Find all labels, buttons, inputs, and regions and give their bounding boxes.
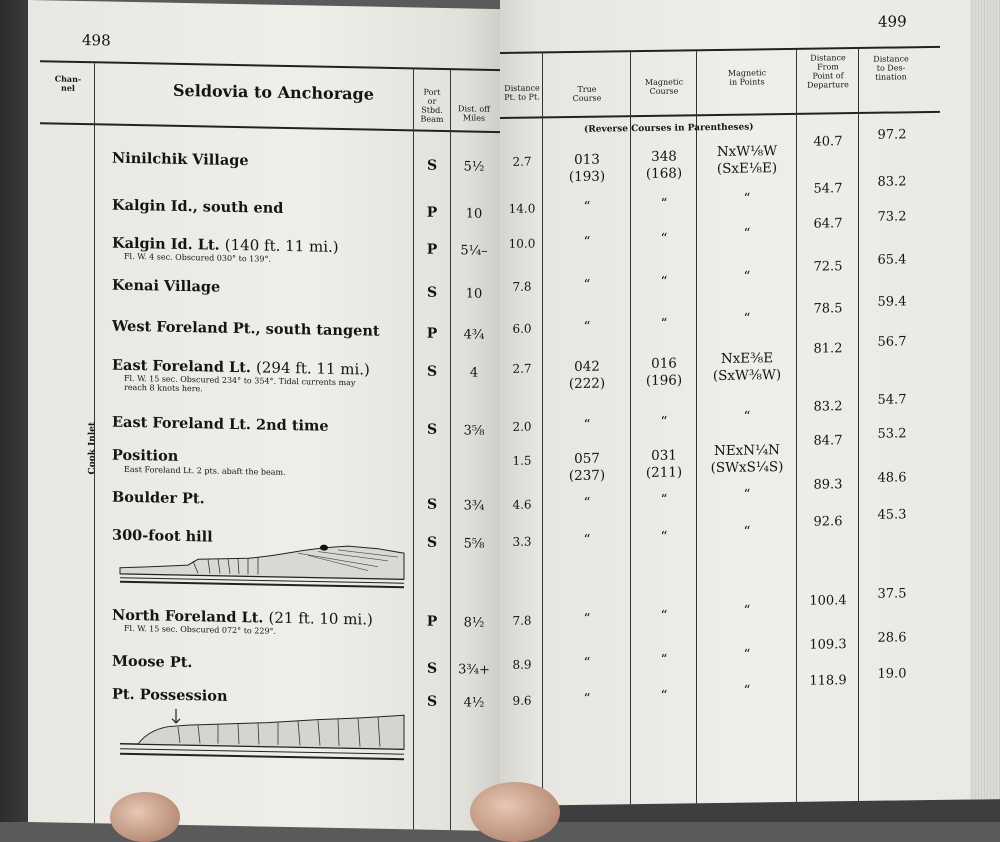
- distance-pt-header: Distance Pt. to Pt.: [504, 83, 540, 102]
- magnetic-course-reverse: (196): [645, 372, 683, 389]
- place-name-text: North Foreland Lt.: [112, 606, 264, 627]
- true-course: “: [583, 318, 591, 335]
- true-course: “: [583, 233, 591, 250]
- distance-from-departure: 83.2: [813, 399, 843, 415]
- page-number-right: 499: [878, 12, 907, 31]
- distance-from-departure: 54.7: [813, 181, 843, 197]
- place-name: [112, 447, 178, 465]
- light-note: Fl. W. 15 sec. Obscured 072° to 229°.: [124, 623, 277, 636]
- distance-from-departure: 84.7: [813, 433, 843, 449]
- dist-off-value: 5½: [463, 159, 485, 175]
- port-stbd-value: S: [426, 363, 438, 380]
- magnetic-course: “: [660, 687, 668, 704]
- true-course: “: [583, 610, 591, 627]
- place-name-text: East Foreland Lt.: [112, 356, 251, 377]
- distance-pt-to-pt: 3.3: [512, 534, 532, 549]
- magnetic-points: “: [743, 486, 751, 503]
- magnetic-course: “: [660, 413, 668, 430]
- port-stbd-value: S: [426, 421, 438, 438]
- light-note: Fl. W. 4 sec. Obscured 030° to 139°.: [124, 251, 271, 264]
- port-stbd-value: S: [426, 693, 438, 710]
- dist-off-value: 3⅝: [463, 423, 485, 439]
- magnetic-course: “: [660, 491, 668, 508]
- magnetic-course: “: [660, 651, 668, 668]
- distance-to-destination: 73.2: [877, 209, 907, 225]
- magnetic-course: 348: [651, 148, 677, 165]
- distance-from-departure: 92.6: [813, 514, 843, 530]
- dist-off-column-divider: [450, 70, 451, 830]
- true-course-reverse: (193): [568, 168, 606, 186]
- magnetic-course: “: [660, 230, 668, 247]
- distance-to-destination: 59.4: [877, 294, 907, 310]
- port-stbd-header: Port or Stbd. Beam: [420, 87, 444, 124]
- magnetic-points: “: [743, 268, 751, 285]
- 300-foot-hill-sketch: [118, 538, 408, 592]
- port-stbd-value: P: [426, 204, 438, 221]
- place-name-text: Pt. Possession: [112, 685, 228, 705]
- magnetic-points: “: [743, 310, 751, 327]
- right-page: [500, 0, 1000, 806]
- distance-to-destination: 28.6: [877, 630, 907, 646]
- dist-off-value: 3¾: [463, 498, 485, 514]
- magnetic-points: “: [743, 646, 751, 663]
- distance-pt-to-pt: 4.6: [512, 497, 532, 512]
- magnetic-points-header: Magnetic in Points: [727, 68, 767, 87]
- magnetic-course: 031: [651, 447, 677, 464]
- magnetic-course: “: [660, 607, 668, 624]
- distance-to-destination: 83.2: [877, 174, 907, 190]
- distance-to-destination: 56.7: [877, 334, 907, 350]
- true-course-column-divider: [630, 52, 631, 806]
- distance-from-departure: 109.3: [809, 637, 847, 653]
- distance-to-destination: 45.3: [877, 507, 907, 523]
- light-note: East Foreland Lt. 2 pts. abaft the beam.: [124, 464, 286, 477]
- magnetic-course: “: [660, 195, 668, 212]
- place-name-text: West Foreland Pt., south tangent: [112, 317, 380, 340]
- magnetic-points: NExN¼N: [714, 442, 780, 460]
- header-top-rule: [40, 60, 500, 71]
- pt-possession-sketch: [118, 702, 408, 764]
- magnetic-course: “: [660, 315, 668, 332]
- place-name: [112, 197, 283, 217]
- dist-off-value: 4½: [463, 695, 485, 711]
- place-name: [112, 277, 220, 296]
- page-number-left: 498: [82, 31, 111, 50]
- light-characteristics: (21 ft. 10 mi.): [268, 608, 373, 629]
- magnetic-course-reverse: (168): [645, 165, 683, 182]
- channel-label: Cook Inlet: [87, 421, 98, 475]
- dist-off-header: Dist. off Miles: [458, 104, 490, 123]
- place-name: [112, 150, 249, 170]
- place-name: [112, 653, 192, 672]
- distance-from-header: Distance From Point of Departure: [807, 53, 849, 90]
- place-name-text: Position: [112, 446, 179, 465]
- distance-to-destination: 54.7: [877, 392, 907, 408]
- dist-pt-column-divider: [542, 53, 543, 806]
- header-top-rule-right: [500, 46, 940, 54]
- distance-pt-to-pt: 14.0: [508, 201, 536, 216]
- distance-to-destination: 53.2: [877, 426, 907, 442]
- magnetic-points-reverse: (SWxS¼S): [710, 459, 784, 477]
- distance-pt-to-pt: 2.7: [512, 154, 532, 169]
- dist-off-value: 5¼–: [460, 243, 488, 259]
- magnetic-points-column-divider: [796, 50, 797, 806]
- page-fore-edge: [970, 0, 1000, 799]
- distance-pt-to-pt: 8.9: [512, 657, 532, 672]
- magnetic-points-reverse: (SxW⅜W): [712, 367, 782, 385]
- magnetic-points: NxE⅜E: [720, 350, 774, 367]
- true-course: “: [583, 198, 591, 215]
- place-name-text: Kalgin Id., south end: [112, 196, 284, 217]
- port-stbd-value: S: [426, 284, 438, 301]
- true-course: “: [583, 654, 591, 671]
- true-course: “: [583, 494, 591, 511]
- place-name-text: Moose Pt.: [112, 652, 193, 672]
- distance-from-departure: 100.4: [809, 593, 847, 609]
- place-name: [112, 318, 380, 340]
- light-characteristics: (140 ft. 11 mi.): [224, 235, 339, 256]
- true-course-reverse: (237): [568, 467, 606, 485]
- dist-off-value: 10: [465, 206, 483, 222]
- header-bottom-rule-right: [500, 111, 940, 119]
- magnetic-course: “: [660, 528, 668, 545]
- dist-off-value: 10: [465, 286, 483, 302]
- place-name: [112, 414, 329, 435]
- reverse-courses-note: (Reverse Courses in Parentheses): [584, 122, 754, 135]
- distance-pt-to-pt: 2.7: [512, 361, 532, 376]
- distance-pt-to-pt: 7.8: [512, 613, 532, 628]
- magnetic-course: “: [660, 273, 668, 290]
- place-name-text: Boulder Pt.: [112, 488, 205, 508]
- port-stbd-value: S: [426, 660, 438, 677]
- true-course: “: [583, 416, 591, 433]
- magnetic-course-reverse: (211): [645, 464, 683, 481]
- dist-off-value: 8½: [463, 615, 485, 631]
- distance-pt-to-pt: 6.0: [512, 321, 532, 336]
- dist-off-value: 5⅝: [463, 536, 485, 552]
- port-stbd-value: S: [426, 496, 438, 513]
- left-page: [28, 0, 500, 831]
- distance-from-departure: 64.7: [813, 216, 843, 232]
- thumb-right: [470, 782, 560, 842]
- magnetic-course-header: Magnetic Course: [644, 77, 684, 96]
- place-name-text: East Foreland Lt. 2nd time: [112, 413, 329, 435]
- magnetic-points: “: [743, 682, 751, 699]
- port-stbd-value: P: [426, 241, 438, 258]
- distance-from-departure: 78.5: [813, 301, 843, 317]
- true-course: “: [583, 690, 591, 707]
- distance-from-departure: 72.5: [813, 259, 843, 275]
- place-name-text: Kenai Village: [112, 276, 221, 296]
- distance-from-departure: 89.3: [813, 477, 843, 493]
- port-column-divider: [413, 69, 414, 829]
- channel-header: Chan- nel: [54, 73, 82, 93]
- magnetic-points: “: [743, 190, 751, 207]
- distance-from-departure: 81.2: [813, 341, 843, 357]
- place-name-text: 300-foot hill: [112, 526, 213, 546]
- distance-pt-to-pt: 2.0: [512, 419, 532, 434]
- true-course: “: [583, 276, 591, 293]
- port-stbd-value: S: [426, 157, 438, 174]
- route-title: Seldovia to Anchorage: [173, 80, 374, 104]
- distance-to-destination: 19.0: [877, 666, 907, 682]
- distance-from-column-divider: [858, 49, 859, 806]
- distance-from-departure: 40.7: [813, 134, 843, 150]
- distance-to-destination: 48.6: [877, 470, 907, 486]
- dist-off-value: 4¾: [463, 327, 485, 343]
- true-course-reverse: (222): [568, 375, 606, 393]
- true-course: “: [583, 531, 591, 548]
- distance-pt-to-pt: 10.0: [508, 236, 536, 251]
- thumb-left: [110, 792, 180, 842]
- distance-to-destination: 65.4: [877, 252, 907, 268]
- distance-from-departure: 118.9: [809, 673, 847, 689]
- distance-to-destination: 97.2: [877, 127, 907, 143]
- magnetic-points: NxW⅛W: [716, 143, 778, 160]
- true-course: 042: [574, 358, 600, 375]
- port-stbd-value: S: [426, 534, 438, 551]
- port-stbd-value: P: [426, 325, 438, 342]
- light-note: Fl. W. 15 sec. Obscured 234° to 354°. Tidal currents may reach 8 knots here.: [124, 373, 356, 394]
- light-characteristics: (294 ft. 11 mi.): [256, 358, 370, 379]
- distance-pt-to-pt: 7.8: [512, 279, 532, 294]
- magnetic-course-column-divider: [696, 51, 697, 806]
- place-name: [112, 489, 205, 508]
- distance-pt-to-pt: 9.6: [512, 693, 532, 708]
- magnetic-points: “: [743, 225, 751, 242]
- place-name-text: Ninilchik Village: [112, 149, 249, 170]
- port-stbd-value: P: [426, 613, 438, 630]
- magnetic-points: “: [743, 602, 751, 619]
- distance-to-header: Distance to Des- tination: [873, 54, 909, 82]
- dist-off-value: 4: [469, 365, 479, 381]
- magnetic-course: 016: [651, 355, 677, 372]
- place-name-text: Kalgin Id. Lt.: [112, 234, 220, 254]
- dist-off-value: 3¾+: [458, 662, 490, 678]
- header-bottom-rule: [40, 122, 500, 133]
- distance-to-destination: 37.5: [877, 586, 907, 602]
- magnetic-points-reverse: (SxE⅛E): [716, 160, 778, 177]
- book-cover-left-edge: [0, 0, 30, 822]
- true-course-header: True Course: [572, 84, 602, 103]
- magnetic-points: “: [743, 523, 751, 540]
- distance-pt-to-pt: 1.5: [512, 453, 532, 468]
- true-course: 057: [574, 450, 600, 467]
- magnetic-points: “: [743, 408, 751, 425]
- true-course: 013: [574, 151, 600, 168]
